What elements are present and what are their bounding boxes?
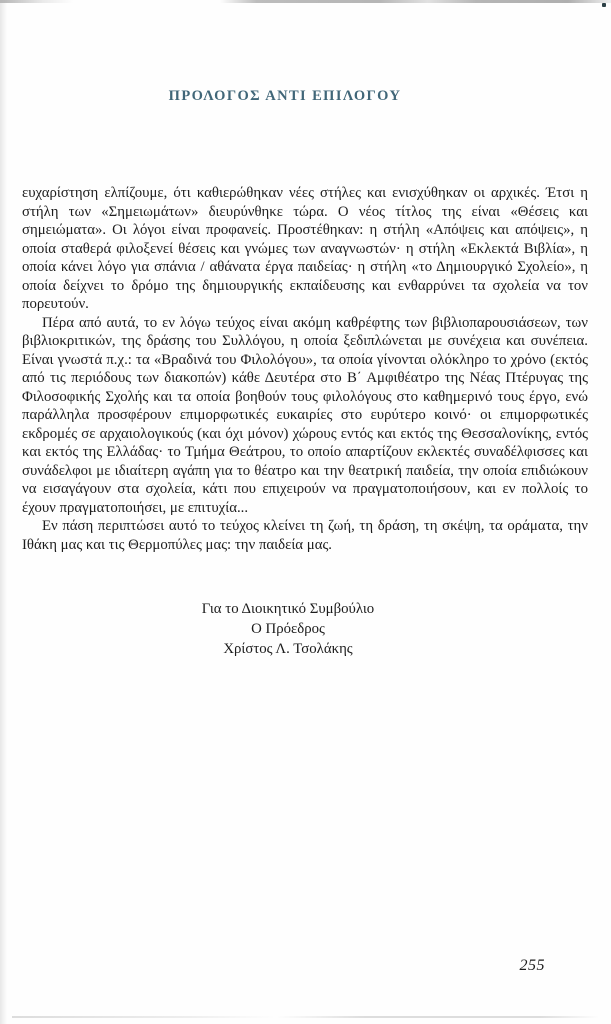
signature-line-role: Ο Πρόεδρος bbox=[251, 621, 325, 637]
signature-block bbox=[0, 599, 576, 659]
scan-edge-bottom-artifact bbox=[12, 1016, 599, 1018]
paragraph-closing: Εν πάση περιπτώσει αυτό το τεύχος κλείνει τη ζωή, τη δράση, τη σκέψη, τα οράματα, την Ιθάκη μας και τις Θερμοπύλες μας: την παιδεία μας. bbox=[22, 518, 588, 553]
paragraph-activities: Πέρα από αυτά, το εν λόγω τεύχος είναι ακόμη καθρέφτης των βιβλιοπαρουσιάσεων, των βιβλιοκριτικών, της δράσης του Συλλόγου, η οποία ξεδιπλώνεται με συνέχεια και συνέπεια. Είναι γνωστά π.χ.: τα «Βραδινά του Φιλολόγου», τα οποία γίνονται ολόκληρο το χρόνο (εκτός από τις περιόδους των διακοπών) κάθε Δευτέρα στο Β΄ Αμφιθέατρο της Νέας Πτέρυγας της Φιλοσοφικής Σχολής και τα οποία βοηθούν τους φιλολόγους στο καθημερινό τους έργο, ενώ παράλληλα προσφέρουν επιμορφωτικές ευκαιρίες στο ευρύτερο κοινό· οι επιμορφωτικές εκδρομές σε αρχαιολογικούς (και όχι μόνον) χώρους εντός και εκτός της Θεσσαλονίκης, εντός και εκτός της Ελλάδας· το Τμήμα Θεάτρου, το οποίο απαρτίζουν εκλεκτές συναδέλφισσες και συνάδελφοι με ιδιαίτερη αγάπη για το θέατρο και την θεατρική παιδεία, την οποία επιδιώκουν να εισαγάγουν στα σχολεία, κάτι που επιχειρούν να πραγματοποιήσουν, και εν πολλοίς το έχουν πραγματοποιήσει, με επιτυχία... bbox=[22, 314, 588, 516]
scan-edge-left-artifact bbox=[0, 0, 7, 1024]
signature-line-committee: Για το Διοικητικό Συμβούλιο bbox=[201, 601, 375, 617]
scan-edge-top-artifact bbox=[0, 0, 611, 3]
paragraph-continuation: ευχαρίστηση ελπίζουμε, ότι καθιερώθηκαν νέες στήλες και ενισχύθηκαν οι αρχικές. Έτσι η στήλη των «Σημειωμάτων» διευρύνθηκε τώρα. Ο νέος τίτλος της είναι «Θέσεις και σημειώματα». Οι λόγοι είναι προφανείς. Προστέθηκαν: η στήλη «Απόψεις και απόψεις», η οποία σταθερά φιλοξενεί θέσεις και γνώμες των αναγνωστών· η στήλη «Εκλεκτά Βιβλία», η οποία κάνει λόγο για σπάνια / αθάνατα έργα παιδείας· η στήλη «το Δημιουργικό Σχολείο», η οποία δείχνει το δρόμο της δημιουργικής εκπαίδευσης και ενθαρρύνει τα σχολεία να τον πορευτούν. bbox=[22, 185, 588, 312]
signature-line-name: Χρίστος Λ. Τσολάκης bbox=[223, 641, 353, 657]
page-title: ΠΡΟΛΟΓΟΣ ΑΝΤΙ ΕΠΙΛΟΓΟΥ bbox=[168, 88, 402, 104]
body-text bbox=[22, 184, 588, 554]
scan-speck-artifact bbox=[602, 3, 606, 7]
page-number: 255 bbox=[519, 957, 545, 974]
